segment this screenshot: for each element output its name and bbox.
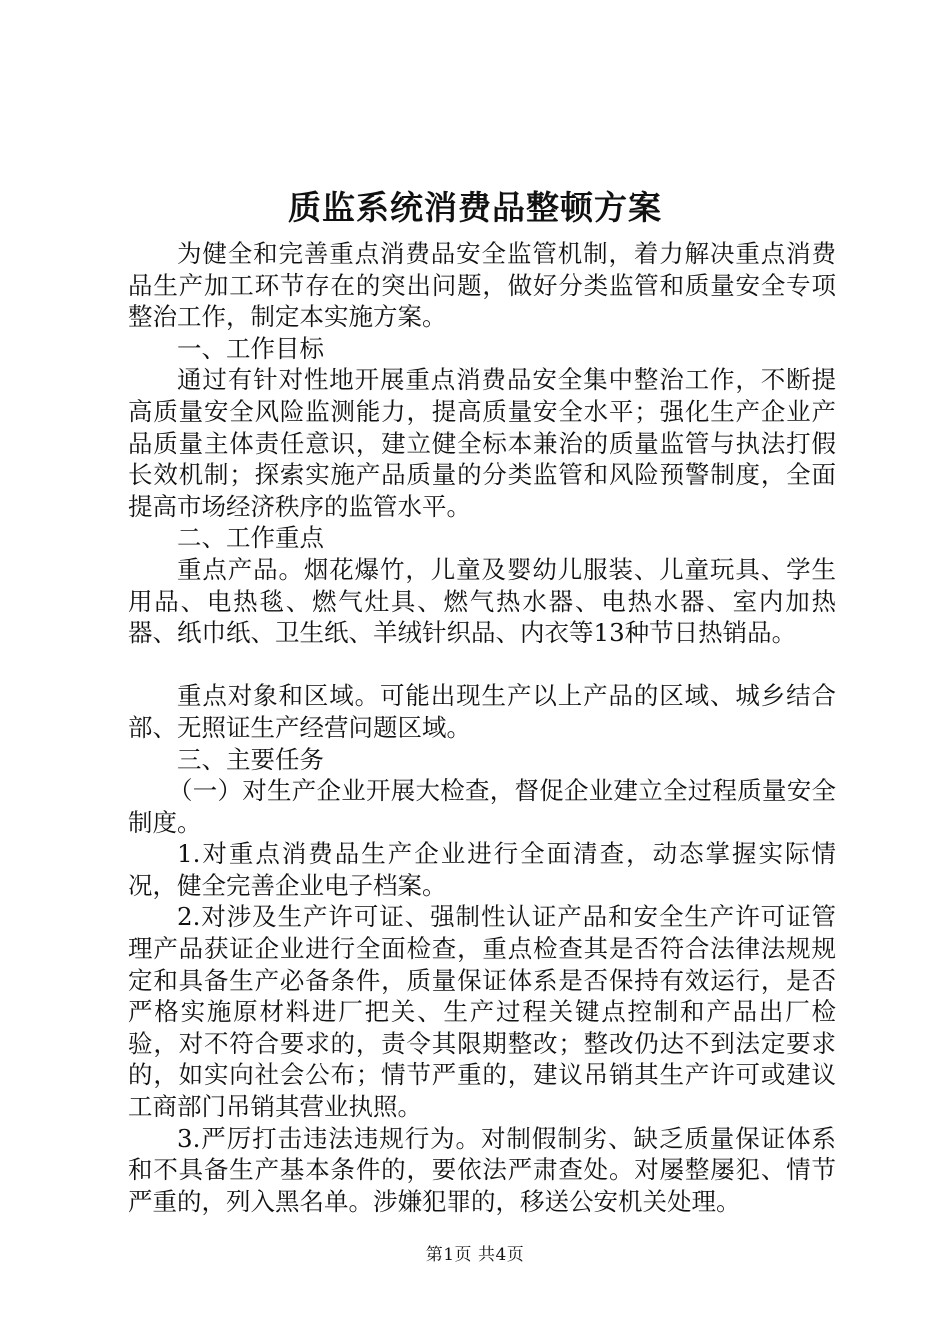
task-1-heading: （一）对生产企业开展大检查，督促企业建立全过程质量安全制度。 (128, 776, 836, 837)
task-item-3: 3.严厉打击违法违规行为。对制假制劣、缺乏质量保证体系和不具备生产基本条件的，要依法严肃查处。对屡整屡犯、情节严重的，列入黑名单。涉嫌犯罪的，移送公安机关处理。 (128, 1123, 836, 1216)
key-products-paragraph: 重点产品。烟花爆竹，儿童及婴幼儿服装、儿童玩具、学生用品、电热毯、燃气灶具、燃气热水器、电热水器、室内加热器、纸巾纸、卫生纸、羊绒针织品、内衣等13种节日热销品。 (128, 554, 836, 648)
task-item-1: 1.对重点消费品生产企业进行全面清查，动态掌握实际情况，健全完善企业电子档案。 (128, 839, 836, 900)
page-footer: 第1页 共4页 (425, 1245, 525, 1265)
key-areas-paragraph: 重点对象和区域。可能出现生产以上产品的区域、城乡结合部、无照证生产经营问题区域。 (128, 681, 836, 742)
goals-paragraph: 通过有针对性地开展重点消费品安全集中整治工作，不断提高质量安全风险监测能力，提高质量安全水平；强化生产企业产品质量主体责任意识，建立健全标本兼治的质量监管与执法打假长效机制；探索实施产品质量的分类监管和风险预警制度，全面提高市场经济秩序的监管水平。 (128, 365, 836, 521)
section-heading-goals: 一、工作目标 (177, 333, 324, 363)
paragraph-spacer (128, 649, 836, 681)
task-item-2: 2.对涉及生产许可证、强制性认证产品和安全生产许可证管理产品获证企业进行全面检查，重点检查其是否符合法律法规规定和具备生产必备条件，质量保证体系是否保持有效运行，是否严格实施原材料进厂把关、生产过程关键点控制和产品出厂检验，对不符合要求的，责令其限期整改；整改仍达不到法定要求的，如实向社会公布；情节严重的，建议吊销其生产许可或建议工商部门吊销其营业执照。 (128, 902, 836, 1122)
section-heading-focus: 二、工作重点 (177, 523, 324, 553)
section-heading-tasks: 三、主要任务 (177, 744, 324, 774)
document-title: 质监系统消费品整顿方案 (288, 188, 662, 227)
intro-paragraph: 为健全和完善重点消费品安全监管机制，着力解决重点消费品生产加工环节存在的突出问题，做好分类监管和质量安全专项整治工作，制定本实施方案。 (128, 239, 836, 332)
document-body (128, 238, 836, 1217)
